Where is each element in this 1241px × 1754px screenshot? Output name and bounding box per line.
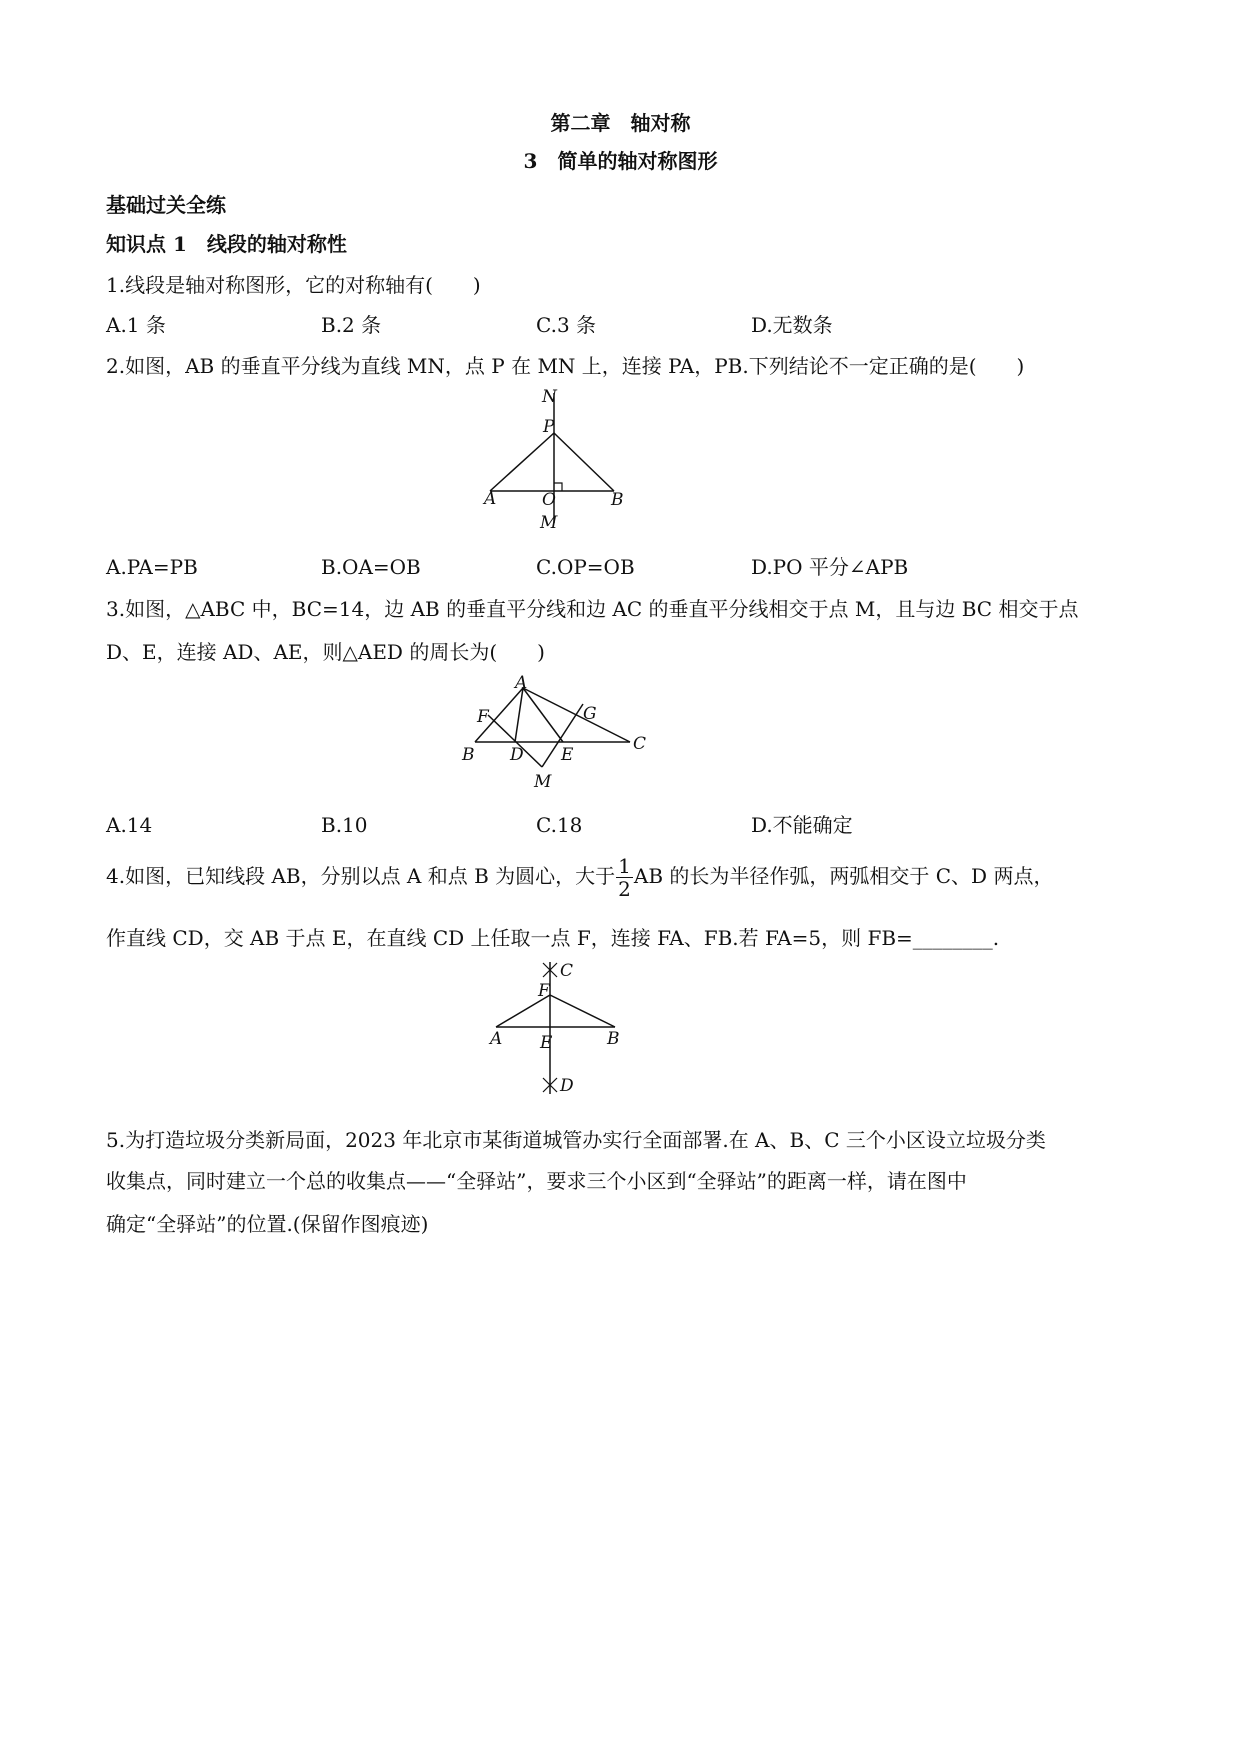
q2-option-c: C.OP=OB (536, 555, 635, 579)
q2-stem: 2.如图，AB 的垂直平分线为直线 MN，点 P 在 MN 上，连接 PA，PB.下列结论不一定正确的是( ) (106, 354, 1025, 378)
q3-stem-line1: 3.如图，△ABC 中，BC=14，边 AB 的垂直平分线和边 AC 的垂直平分线相交于点 M，且与边 BC 相交于点 (106, 597, 1079, 621)
knowledge-point-title: 知识点 1 线段的轴对称性 (106, 232, 347, 256)
q1-option-d: D.无数条 (751, 313, 833, 337)
label-b: B (607, 1029, 620, 1049)
q4-figure (480, 958, 650, 1107)
label-o: O (542, 490, 556, 510)
q4-stem-part1: 4.如图，已知线段 AB，分别以点 A 和点 B 为圆心，大于 (106, 864, 616, 888)
label-d: D (510, 745, 524, 765)
segment-ae (523, 688, 563, 742)
label-n: N (542, 387, 557, 407)
label-c: C (560, 961, 574, 981)
q1-option-c: C.3 条 (536, 313, 597, 337)
q4-stem-line2: 作直线 CD，交 AB 于点 E，在直线 CD 上任取一点 F，连接 FA、FB.若 FA=5，则 FB=________. (106, 926, 1000, 950)
label-p: P (543, 417, 555, 437)
q2-option-d: D.PO 平分∠APB (751, 555, 909, 579)
q4-stem-line1 (106, 853, 1053, 900)
q2-option-b: B.OA=OB (321, 555, 421, 579)
label-b: B (462, 745, 475, 765)
one-half-fraction (616, 855, 633, 900)
q3-option-b: B.10 (321, 813, 368, 837)
fraction-numerator: 1 (618, 854, 631, 878)
q3-option-d: D.不能确定 (751, 813, 853, 837)
segment-pb (554, 433, 614, 491)
label-c: C (633, 734, 647, 754)
label-a: A (515, 673, 528, 693)
q5-line1: 5.为打造垃圾分类新局面，2023 年北京市某街道城管办实行全面部署.在 A、B、C 三个小区设立垃圾分类 (106, 1128, 1046, 1152)
section-title: 3 简单的轴对称图形 (523, 149, 718, 173)
label-m: M (534, 772, 552, 792)
label-b: B (611, 490, 624, 510)
q4-stem-part2: AB 的长为半径作弧，两弧相交于 C、D 两点， (633, 864, 1054, 888)
label-d: D (560, 1076, 574, 1096)
segment-pa (490, 433, 554, 491)
q2-figure (470, 385, 650, 539)
label-m: M (540, 513, 558, 533)
label-a: A (484, 489, 497, 509)
label-e: E (561, 745, 574, 765)
fraction-denominator: 2 (618, 877, 631, 901)
label-g: G (583, 704, 597, 724)
q3-stem-line2: D、E，连接 AD、AE，则△AED 的周长为( ) (106, 640, 545, 664)
label-f: F (538, 981, 550, 1001)
q3-option-a: A.14 (106, 813, 153, 837)
q1-option-b: B.2 条 (321, 313, 382, 337)
label-f: F (477, 707, 489, 727)
q1-stem: 1.线段是轴对称图形，它的对称轴有( ) (106, 273, 481, 297)
q5-line3: 确定“全驿站”的位置.(保留作图痕迹) (106, 1212, 429, 1236)
part-title: 基础过关全练 (106, 193, 226, 217)
q3-option-c: C.18 (536, 813, 583, 837)
q3-figure (455, 672, 665, 801)
q5-line2: 收集点，同时建立一个总的收集点——“全驿站”，要求三个小区到“全驿站”的距离一样，请在图中 (106, 1169, 967, 1193)
chapter-title: 第二章 轴对称 (550, 111, 691, 135)
segment-fb (550, 995, 615, 1027)
q1-option-a: A.1 条 (106, 313, 166, 337)
q2-option-a: A.PA=PB (106, 555, 198, 579)
label-e: E (540, 1033, 553, 1053)
label-a: A (490, 1029, 503, 1049)
